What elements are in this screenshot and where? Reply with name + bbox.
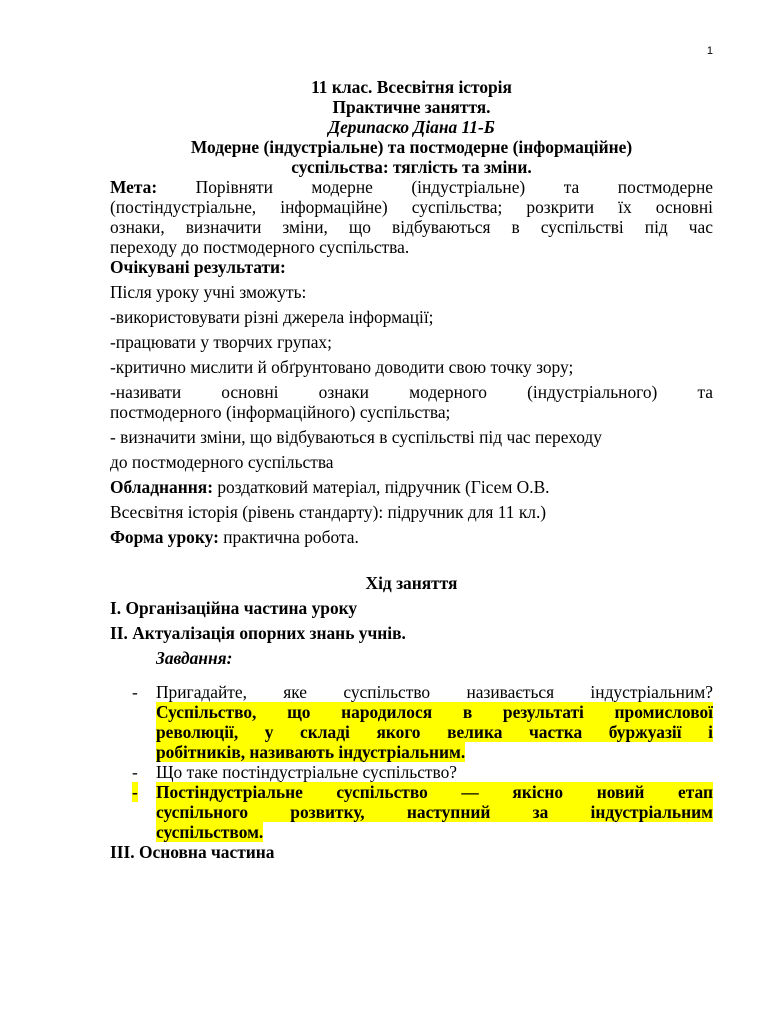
results-item-2: -працювати у творчих групах; [110, 332, 332, 352]
results-item-3: -критично мислити й обґрунтовано доводити свою точку зору; [110, 357, 574, 377]
goal-text-line4: переходу до постмодерного суспільства. [110, 237, 410, 257]
answer-1-line1: Суспільство, що народилося в результаті промислової [156, 702, 713, 722]
heading-author: Дерипаско Діана 11-Б [328, 117, 495, 137]
form-label: Форма уроку: [110, 527, 219, 547]
list-dash: - [132, 762, 138, 782]
list-item-question-2 [110, 762, 713, 782]
results-item-5-line1: - визначити зміни, що відбуваються в суспільстві під час переходу [110, 427, 602, 447]
section-2-heading: ІІ. Актуалізація опорних знань учнів. [110, 623, 406, 643]
list-dash-highlighted: - [132, 782, 138, 802]
course-title: Хід заняття [365, 573, 458, 593]
results-item-1: -використовувати різні джерела інформації; [110, 307, 434, 327]
results-intro: Після уроку учні зможуть: [110, 282, 307, 302]
goal-text-line2: (постіндустріальне, інформаційне) суспільства; розкрити їх основні [110, 197, 713, 217]
question-1: Пригадайте, яке суспільство називається індустріальним? [156, 682, 713, 702]
goal-block [110, 177, 713, 257]
answer-1-line2: революції, у складі якого велика частка буржуазії і [156, 722, 713, 742]
equipment-label: Обладнання: [110, 477, 213, 497]
document-body [110, 77, 713, 862]
form-text: практична робота. [218, 527, 359, 547]
section-3-heading: ІІІ. Основна частина [110, 842, 275, 862]
goal-label: Мета: [110, 177, 158, 197]
heading-topic-line1: Модерне (індустріальне) та постмодерне (інформаційне) [190, 137, 633, 157]
question-2: Що таке постіндустріальне суспільство? [156, 762, 458, 782]
results-label: Очікувані результати: [110, 257, 286, 277]
task-label: Завдання: [156, 648, 233, 668]
results-item-4-line1: -називати основні ознаки модерного (індустріального) та [110, 382, 713, 402]
answer-2-line3: суспільством. [156, 822, 264, 842]
page-number: 1 [706, 45, 713, 57]
goal-text-line3: ознаки, визначити зміни, що відбуваються в суспільстві під час [110, 217, 713, 237]
equipment-text-line2: Всесвітня історія (рівень стандарту): підручник для 11 кл.) [110, 502, 547, 522]
heading-class-subject: 11 клас. Всесвітня історія [311, 77, 512, 97]
heading-topic-line2: суспільства: тяглість та зміни. [291, 157, 532, 177]
list-item-answer-2 [110, 782, 713, 842]
section-1-heading: І. Організаційна частина уроку [110, 598, 358, 618]
list-dash: - [132, 682, 138, 702]
answer-2-line1: Постіндустріальне суспільство — якісно новий етап [156, 782, 713, 802]
results-item-5-line2: до постмодерного суспільства [110, 452, 334, 472]
list-item-question-1 [110, 682, 713, 762]
answer-2-line2: суспільного розвитку, наступний за індустріальним [156, 802, 713, 822]
results-item-4-line2: постмодерного (інформаційного) суспільства; [110, 402, 451, 422]
goal-text-line1: Порівняти модерне (індустріальне) та постмодерне [157, 177, 713, 197]
equipment-text-line1: роздатковий матеріал, підручник (Гісем О.В. [213, 477, 550, 497]
answer-1-line3: робітників, називають індустріальним. [156, 742, 466, 762]
heading-lesson-type: Практичне заняття. [332, 97, 491, 117]
